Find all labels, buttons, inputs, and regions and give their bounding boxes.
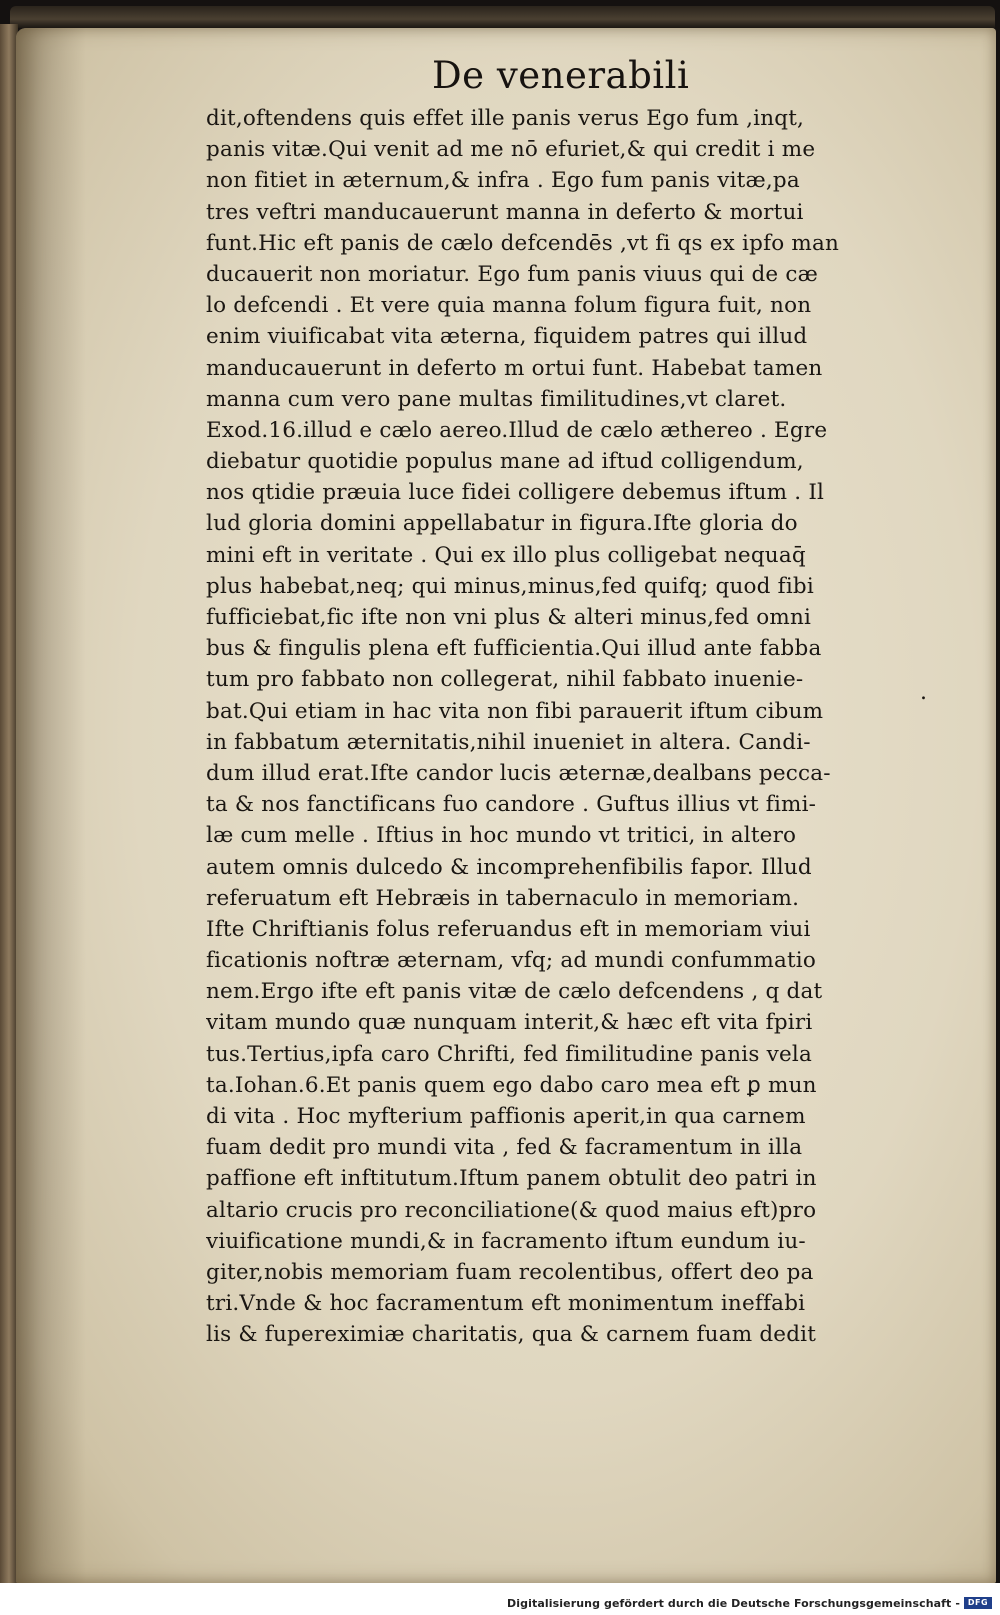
- text-line: tum pro fabbato non collegerat, nihil fabbato inuenie-: [206, 667, 804, 693]
- text-line: fufficiebat,fic ifte non vni plus & alteri minus,fed omni: [206, 605, 812, 630]
- text-line: paffione eft inftitutum.Iftum panem obtulit deo patri in: [206, 1166, 817, 1192]
- text-line: ta & nos fanctificans fuo candore . Guftus illius vt fimi-: [206, 792, 817, 818]
- text-line: non fitiet in æternum,& infra . Ego fum panis vitæ,pa: [206, 168, 800, 194]
- text-line: di vita . Hoc myfterium paffionis aperit,in qua carnem: [206, 1104, 806, 1129]
- text-line: tri.Vnde & hoc facramentum eft monimentum ineffabi: [206, 1291, 806, 1317]
- text-line: Exod.16.illud e cælo aereo.Illud de cælo æthereo . Egre: [206, 417, 828, 443]
- text-line: bat.Qui etiam in hac vita non fibi parauerit iftum cibum: [206, 698, 824, 724]
- book-top-edge: [10, 6, 995, 28]
- gutter-shadow: [16, 28, 86, 1583]
- text-line: manna cum vero pane multas fimilitudines,vt claret.: [206, 386, 787, 412]
- text-line: læ cum melle . Iftius in hoc mundo vt tritici, in altero: [206, 823, 797, 849]
- text-line: mini eft in veritate . Qui ex illo plus colligebat nequaq̄: [206, 542, 806, 568]
- text-line: dum illud erat.Ifte candor lucis æternæ,dealbans pecca-: [206, 760, 831, 786]
- text-line: nos qtidie præuia luce fidei colligere debemus iftum . Il: [206, 480, 825, 506]
- text-line: lo defcendi . Et vere quia manna folum figura fuit, non: [206, 293, 812, 319]
- text-line: manducauerunt in deferto m ortui funt. Habebat tamen: [206, 355, 823, 381]
- text-line: nem.Ergo ifte eft panis vitæ de cælo defcendens , q dat: [206, 979, 823, 1005]
- text-line: giter,nobis memoriam fuam recolentibus, offert deo pa: [206, 1259, 814, 1285]
- text-line: fuam dedit pro mundi vita , fed & facramentum in illa: [206, 1135, 803, 1161]
- text-line: ficationis noftræ æternam, vfq; ad mundi confummatio: [206, 948, 817, 974]
- text-line: tus.Tertius,ipfa caro Chrifti, fed fimilitudine panis vela: [206, 1041, 813, 1067]
- text-line: tres veftri manducauerunt manna in deferto & mortui: [206, 199, 804, 225]
- text-line: in fabbatum æternitatis,nihil inueniet in altera. Candi-: [206, 729, 811, 755]
- text-line: enim viuificabat vita æterna, fiquidem patres qui illud: [206, 324, 808, 350]
- text-line: lis & fupereximiæ charitatis, qua & carnem fuam dedit: [206, 1322, 817, 1348]
- text-line: funt.Hic eft panis de cælo defcendēs ,vt fi qs ex ipfo man: [206, 230, 840, 256]
- dfg-logo: DFG: [964, 1597, 992, 1609]
- text-line: autem omnis dulcedo & incomprehenfibilis fapor. Illud: [206, 854, 812, 880]
- text-line: plus habebat,neq; qui minus,minus,fed quifq; quod fibi: [206, 573, 814, 599]
- text-line: viuificatione mundi,& in facramento iftum eundum iu-: [206, 1228, 806, 1254]
- text-line: vitam mundo quæ nunquam interit,& hæc eft vita fpiri: [206, 1010, 813, 1036]
- text-line: ta.Iohan.6.Et panis quem ego dabo caro mea eft ꝑ mun: [206, 1072, 817, 1098]
- text-line: altario crucis pro reconciliatione(& quod maius eft)pro: [206, 1197, 817, 1223]
- text-line: lud gloria domini appellabatur in figura.Ifte gloria do: [206, 511, 798, 537]
- text-line: dit,oftendens quis effet ille panis verus Ego fum ,inqt,: [206, 106, 805, 131]
- running-head: De venerabili: [432, 54, 690, 97]
- text-line: referuatum eft Hebræis in tabernaculo in memoriam.: [206, 885, 800, 911]
- text-line: panis vitæ.Qui venit ad me nō efuriet,& qui credit i me: [206, 137, 816, 163]
- text-line: bus & fingulis plena eft fufficientia.Qui illud ante fabba: [206, 636, 822, 662]
- body-text: [206, 103, 966, 1351]
- text-line: Ifte Chriftianis folus referuandus eft in memoriam viui: [206, 916, 811, 942]
- digitization-credit: Digitalisierung gefördert durch die Deutsche Forschungsgemeinschaft -: [507, 1597, 960, 1610]
- text-line: ducauerit non moriatur. Ego fum panis viuus qui de cæ: [206, 261, 819, 287]
- stray-mark: .: [920, 680, 927, 705]
- text-line: diebatur quotidie populus mane ad iftud colligendum,: [206, 449, 804, 475]
